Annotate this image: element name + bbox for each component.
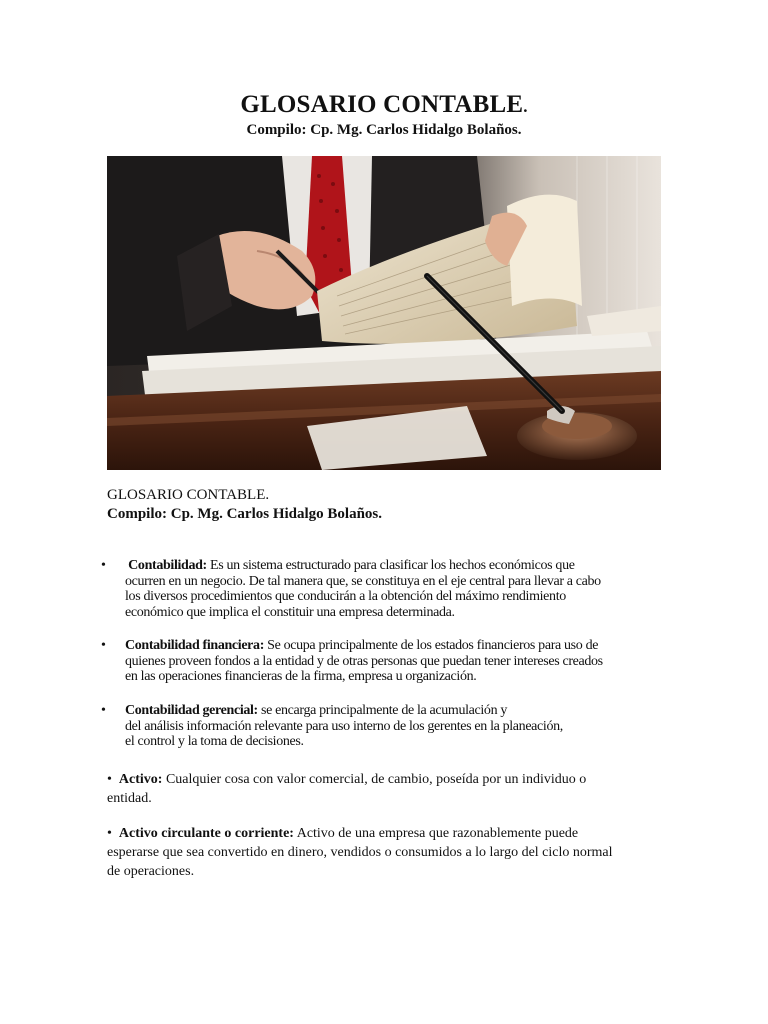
entry-line: entidad. [107, 791, 152, 806]
entry-term: Activo: [118, 772, 163, 787]
glossary-entry-activo [107, 770, 667, 808]
entry-line: los diversos procedimientos que conducirán a la obtención del máximo rendimiento [125, 589, 566, 604]
entry-term: Contabilidad financiera: [125, 638, 265, 653]
entry-line: del análisis información relevante para uso interno de los gerentes en la planeación, [125, 718, 563, 734]
glossary-entry-contabilidad-financiera [125, 638, 685, 685]
entry-text: se encarga principalmente de la acumulación y [261, 703, 508, 718]
entry-text: Cualquier cosa con valor comercial, de cambio, poseída por un individuo o [165, 772, 587, 787]
repeat-title: GLOSARIO CONTABLE. [107, 487, 270, 503]
entry-term: Contabilidad gerencial: [125, 703, 258, 718]
page-title [0, 91, 768, 119]
entry-line: quienes proveen fondos a la entidad y de otras personas que puedan tener intereses creados [125, 653, 603, 669]
repeat-compiler: Compilo: Cp. Mg. Carlos Hidalgo Bolaños. [107, 506, 383, 522]
entry-line [107, 824, 667, 843]
glossary-entry-contabilidad-gerencial [125, 703, 685, 750]
entry-text: Es un sistema estructurado para clasificar los hechos económicos que [210, 558, 575, 573]
entry-term: Contabilidad: [128, 558, 207, 573]
entry-line: económico que implica el constituir una empresa determinada. [125, 604, 455, 620]
glossary-entry-activo-circulante [107, 824, 667, 881]
entry-term: Activo circulante o corriente: [118, 826, 294, 841]
entry-line: ocurren en un negocio. De tal manera que, se constituya en el eje central para llevar a cabo [125, 573, 601, 589]
entry-line [107, 770, 667, 789]
entry-text: Se ocupa principalmente de los estados financieros para uso de [267, 638, 599, 653]
photo-icon [107, 156, 661, 470]
entry-line: de operaciones. [107, 864, 195, 879]
entry-line [125, 638, 685, 654]
bullet-4: • [107, 772, 112, 787]
bullet-5: • [107, 826, 112, 841]
bullet-1: • [101, 558, 106, 573]
title-dot: . [523, 97, 528, 116]
entry-line [125, 703, 685, 719]
page-subtitle: Compilo: Cp. Mg. Carlos Hidalgo Bolaños. [246, 122, 522, 138]
accounting-photo [107, 156, 661, 470]
entry-line: esperarse que sea convertido en dinero, vendidos o consumidos a lo largo del ciclo normal [107, 845, 613, 860]
bullet-3: • [101, 703, 106, 718]
glossary-entry-contabilidad [125, 558, 685, 620]
entry-line: en las operaciones financieras de la firma, empresa u organización. [125, 669, 477, 684]
entry-line: el control y la toma de decisiones. [125, 734, 304, 749]
bullet-2: • [101, 638, 106, 653]
entry-line [125, 558, 685, 574]
entry-text: Activo de una empresa que razonablemente puede [296, 826, 579, 841]
title-text: GLOSARIO CONTABLE [240, 91, 524, 118]
